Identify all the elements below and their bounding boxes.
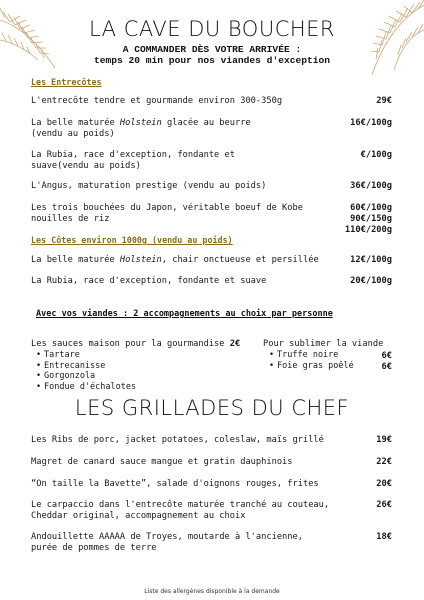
page-subtitle-line1: A COMMANDER DÈS VOTRE ARRIVÉE : [122,44,302,55]
menu-item-name: Magret de canard sauce mangue et gratin dauphinois [31,457,293,467]
menu-item-detail: purée de pommes de terre [31,543,157,553]
menu-item-price: 12€/100g [350,255,392,265]
menu-item-name: L'Angus, maturation prestige (vendu au poids) [31,181,267,191]
menu-item-price: 60€/100g [350,203,392,213]
sublimer-heading: Pour sublimer la viande [263,339,384,349]
menu-item-name: Les Ribs de porc, jacket potatoes, coleslaw, maïs grillé [31,435,324,445]
sauces-list [36,350,136,392]
page-title: LA CAVE DU BOUCHER [88,17,336,41]
accompaniments-note: Avec vos viandes : 2 accompagnements au choix par personne [36,309,333,319]
menu-item-price: 110€/200g [344,225,392,235]
menu-item-name: Andouillette AAAAA de Troyes, moutarde à l'ancienne, [31,532,303,542]
menu-item-name [31,118,251,129]
sublimer-list [269,350,354,371]
menu-item-name-pre: La belle maturée [31,118,120,128]
menu-item-name: La Rubia, race d'exception, fondante et suave [31,276,267,286]
menu-item-price: 26€ [376,500,392,510]
menu-item-detail: suave(vendu au poids) [31,161,141,171]
menu-item-name: “On taille la Bavette”, salade d'oignons rouges, frites [31,479,319,489]
section-heading-entrecotes: Les Entrecôtes [31,77,102,87]
list-item: • Truffe noire [269,350,354,361]
menu-item-name: Les trois bouchées du Japon, véritable boeuf de Kobe [31,203,303,213]
menu-item-name-pre: La belle maturée [31,255,120,265]
list-item: • Entrecanisse [36,361,136,372]
page-subtitle-line2: temps 20 min pour nos viandes d'exception [93,55,331,66]
section-title-grillades: LES GRILLADES DU CHEF [74,396,350,420]
menu-item-name-breed: Holstein [119,255,162,265]
menu-item-price: 20€/100g [350,276,392,286]
menu-item-name-post: , chair onctueuse et persillée [161,255,319,265]
allergen-note: Liste des allergènes disponible à la demande [144,588,280,595]
menu-item-price: 16€/100g [350,118,392,128]
menu-item-price: 29€ [376,96,392,106]
list-item: • Gorgonzola [36,371,136,382]
menu-item-price: 18€ [376,532,392,542]
menu-item-name: Le carpaccio dans l'entrecôte maturée tranché au couteau, [31,500,330,510]
menu-item-price: 6€ [381,351,392,361]
menu-item-price: 36€/100g [350,181,392,191]
menu-item-name-breed: Holstein [119,118,162,128]
menu-item-price: 90€/150g [350,214,392,224]
list-item: • Foie gras poêlé [269,361,354,372]
menu-item-price: €/100g [360,150,392,160]
sauces-price: 2€ [229,339,241,349]
menu-item-detail: (vendu au poids) [31,129,115,139]
menu-item-price: 6€ [381,362,392,372]
menu-item-detail: Cheddar original, accompagnement au choix [31,511,246,521]
menu-item-name: La Rubia, race d'exception, fondante et [31,150,235,160]
menu-item-detail: nouilles de riz [31,214,110,224]
menu-item-name: L'entrecôte tendre et gourmande environ 300-350g [31,96,283,106]
menu-item-price: 20€ [376,479,392,489]
list-item: • Tartare [36,350,136,361]
menu-item-name [31,255,319,266]
menu-item-price: 22€ [376,457,392,467]
section-heading-cotes: Les Côtes environ 1000g (vendu au poids) [31,235,233,245]
sauces-heading-label: Les sauces maison pour la gourmandise [31,339,225,349]
sauces-heading [31,339,240,350]
menu-item-name-post: glacée au beurre [161,118,251,128]
menu-item-price: 19€ [376,435,392,445]
list-item: • Fondue d'échalotes [36,382,136,393]
